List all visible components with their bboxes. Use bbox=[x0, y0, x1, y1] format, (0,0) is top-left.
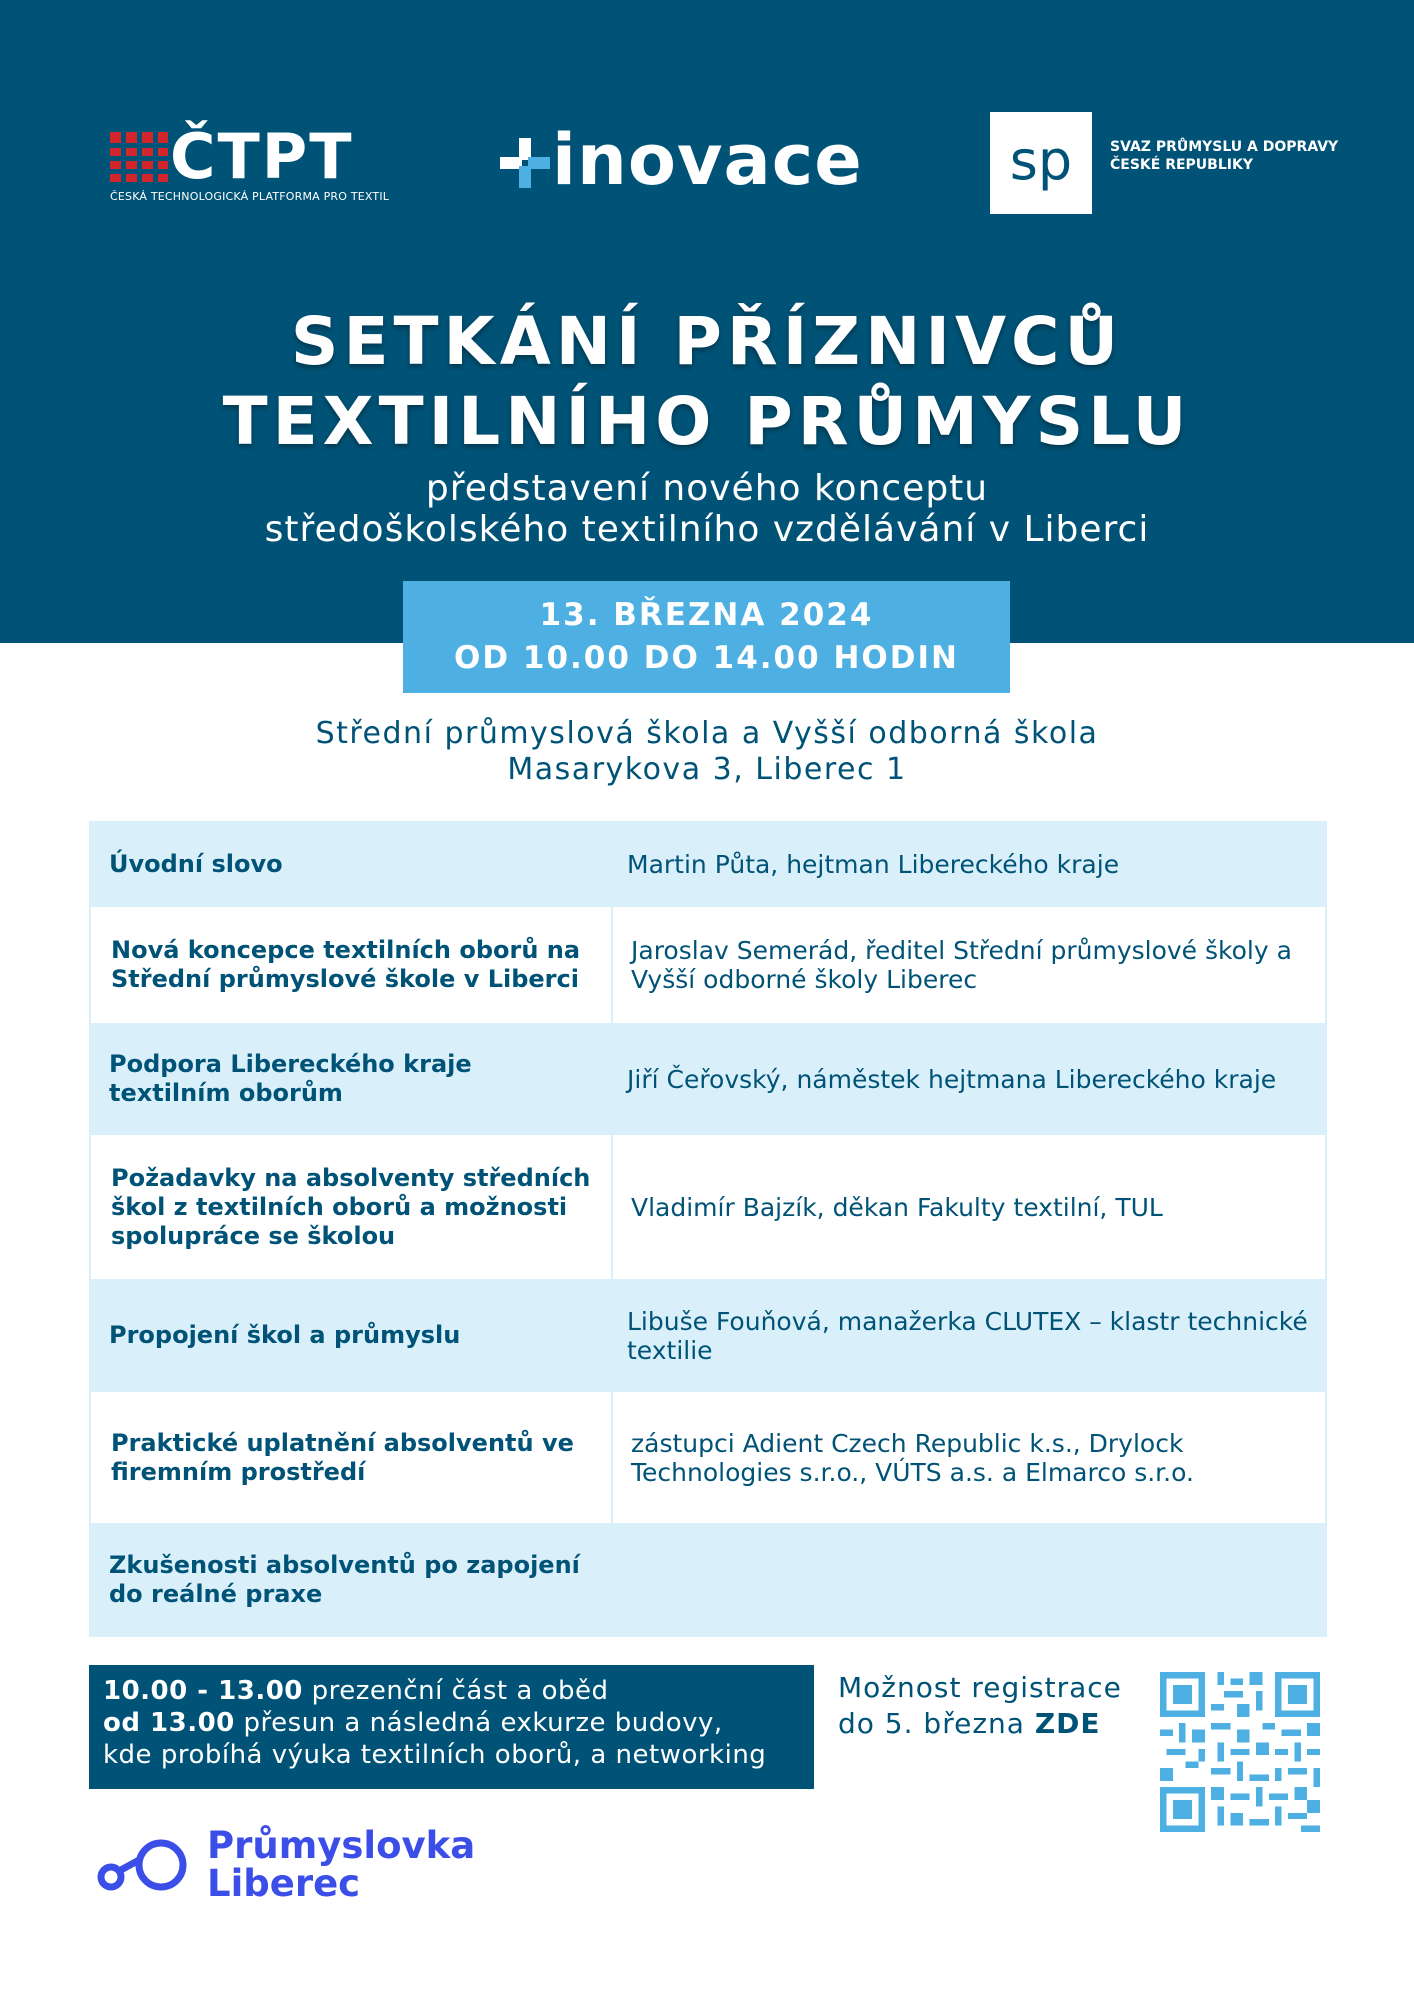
program-topic: Požadavky na absolventy středních škol z textilních oborů a možnosti spolupráce se školou bbox=[111, 1163, 591, 1250]
program-speaker: Jiří Čeřovský, náměstek hejtmana Libereckého kraje bbox=[627, 1064, 1277, 1094]
program-speaker: Jaroslav Semerád, ředitel Střední průmyslové školy a Vyšší odborné školy Liberec bbox=[611, 907, 1325, 1023]
event-subtitle-line2: středoškolského textilního vzdělávání v Liberci bbox=[264, 509, 1150, 550]
sp-caption-line1: SVAZ PRŮMYSLU A DOPRAVY bbox=[1110, 139, 1339, 155]
program-row bbox=[89, 1523, 1327, 1637]
sp-logo-mark: sp bbox=[1009, 129, 1073, 192]
qr-code-icon[interactable] bbox=[1160, 1672, 1320, 1832]
sp-logo-caption bbox=[1110, 138, 1338, 174]
plus-icon bbox=[500, 138, 550, 188]
schedule-time2: od 13.00 bbox=[103, 1708, 235, 1738]
registration-link[interactable]: ZDE bbox=[1034, 1707, 1101, 1740]
program-row bbox=[89, 1135, 1327, 1279]
program-topic: Úvodní slovo bbox=[109, 849, 283, 878]
prumyslovka-logo-text bbox=[207, 1824, 476, 1905]
prumyslovka-logo bbox=[95, 1825, 515, 1905]
event-date-box bbox=[403, 581, 1010, 693]
program-topic: Podpora Libereckého kraje textilním oborům bbox=[109, 1050, 472, 1107]
program-speaker bbox=[609, 1523, 1327, 1637]
event-subtitle-line1: představení nového konceptu bbox=[425, 468, 989, 509]
program-topic: Praktické uplatnění absolventů ve firemním prostředí bbox=[111, 1428, 574, 1486]
schedule-box bbox=[89, 1665, 814, 1789]
event-date: 13. BŘEZNA 2024 bbox=[539, 597, 874, 633]
prumyslovka-line1: Průmyslovka bbox=[207, 1824, 476, 1867]
sp-logo bbox=[990, 112, 1092, 214]
venue-line2: Masarykova 3, Liberec 1 bbox=[507, 752, 907, 787]
program-speaker: zástupci Adient Czech Republic k.s., Drylock Technologies s.r.o., VÚTS a.s. a Elmarco s.r.o. bbox=[611, 1392, 1325, 1523]
schedule-text2: přesun a následná exkurze budovy, bbox=[234, 1708, 723, 1738]
program-topic: Zkušenosti absolventů po zapojení do reálné praxe bbox=[109, 1551, 580, 1608]
program-topic: Propojení škol a průmyslu bbox=[109, 1321, 461, 1349]
header-banner bbox=[0, 0, 1414, 643]
program-speaker: Martin Půta, hejtman Libereckého kraje bbox=[627, 849, 1120, 879]
program-speaker: Libuše Fouňová, manažerka CLUTEX – klastr technické textilie bbox=[627, 1306, 1308, 1365]
schedule-time1: 10.00 - 13.00 bbox=[103, 1676, 303, 1706]
program-table bbox=[89, 821, 1327, 1637]
program-topic: Nová koncepce textilních oborů na Střední průmyslové škole v Liberci bbox=[111, 936, 581, 993]
sp-caption-line2: ČESKÉ REPUBLIKY bbox=[1110, 157, 1253, 173]
program-row bbox=[89, 1023, 1327, 1135]
ctpt-logo-subtitle: ČESKÁ TECHNOLOGICKÁ PLATFORMA PRO TEXTIL bbox=[110, 190, 390, 203]
ctpt-logo bbox=[110, 120, 390, 208]
event-time: OD 10.00 DO 14.00 HODIN bbox=[454, 640, 959, 676]
program-row bbox=[89, 1392, 1327, 1523]
registration-deadline: do 5. března bbox=[838, 1707, 1035, 1740]
program-row bbox=[89, 1279, 1327, 1392]
schedule-line3: kde probíhá výuka textilních oborů, a networking bbox=[103, 1740, 767, 1770]
prumyslovka-line2: Liberec bbox=[207, 1862, 361, 1905]
event-title-line2: TEXTILNÍHO PRŮMYSLU bbox=[222, 383, 1192, 460]
event-title-line1: SETKÁNÍ PŘÍZNIVCŮ bbox=[290, 303, 1124, 380]
infinity-icon bbox=[95, 1837, 193, 1893]
inovace-logo-text: inovace bbox=[552, 119, 863, 201]
ctpt-grid-icon bbox=[110, 132, 168, 182]
ctpt-logo-text: ČTPT bbox=[170, 120, 354, 193]
schedule-line1 bbox=[103, 1675, 800, 1707]
program-row bbox=[89, 907, 1327, 1023]
schedule-text1: prezenční část a oběd bbox=[302, 1676, 609, 1706]
schedule-line2 bbox=[103, 1707, 800, 1739]
registration-info bbox=[838, 1670, 1122, 1742]
program-row bbox=[89, 821, 1327, 907]
program-speaker: Vladimír Bajzík, děkan Fakulty textilní, TUL bbox=[611, 1135, 1325, 1279]
registration-line2 bbox=[838, 1706, 1122, 1742]
venue-line1: Střední průmyslová škola a Vyšší odborná škola bbox=[315, 716, 1099, 751]
registration-line1: Možnost registrace bbox=[838, 1671, 1122, 1704]
